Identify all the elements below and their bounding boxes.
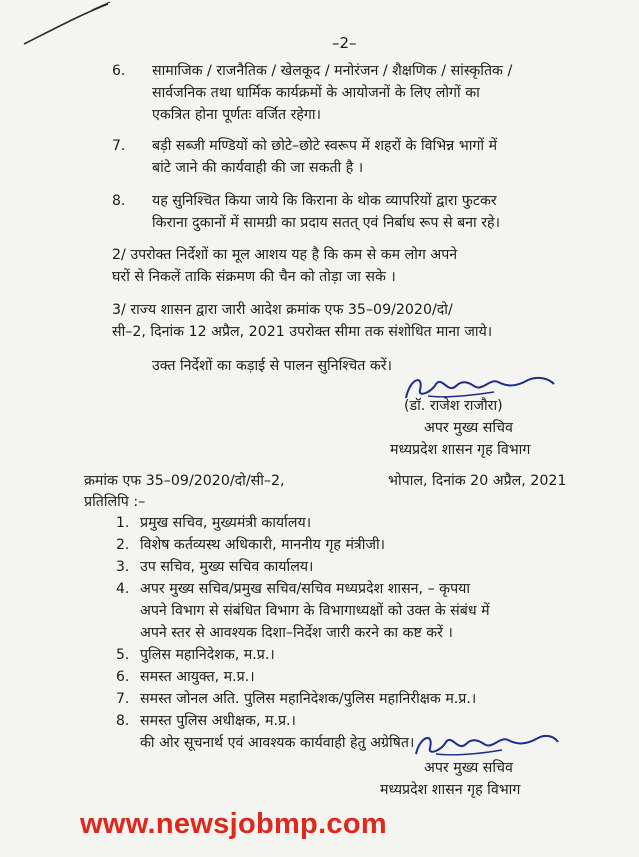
copy-line: समस्त जोनल अति. पुलिस महानिदेशक/पुलिस महानिरीक्षक म.प्र.। [140,691,477,707]
signature-2 [410,724,560,762]
item-number: 8. [112,193,126,209]
copy-number: 8. [116,713,130,729]
page-number: –2– [332,34,357,52]
paragraph-line: 3/ राज्य शासन द्वारा जारी आदेश क्रमांक एफ 35–09/2020/दो/ [112,302,453,318]
copy-line: समस्त आयुक्त, म.प्र.। [140,669,255,685]
copy-closing: की ओर सूचनार्थ एवं आवश्यक कार्यवाही हेतु अग्रेषित। [140,735,415,751]
copy-line: समस्त पुलिस अधीक्षक, म.प्र.। [140,713,296,729]
signatory-name: (डॉ. राजेश राजौरा) [404,398,503,414]
copy-number: 4. [116,581,130,597]
item-line: सार्वजनिक तथा धार्मिक कार्यक्रमों के आयोजनों के लिए लोगों का [152,85,480,101]
compliance-line: उक्त निर्देशों का कड़ाई से पालन सुनिश्चित करें। [152,358,392,374]
paragraph-line: सी–2, दिनांक 12 अप्रैल, 2021 उपरोक्त सीमा तक संशोधित माना जाये। [112,324,493,340]
item-line: बांटे जाने की कार्यवाही की जा सकती है । [152,160,364,176]
signatory-designation: अपर मुख्य सचिव [424,420,513,436]
copy-line: प्रमुख सचिव, मुख्यमंत्री कार्यालय। [140,515,312,531]
copy-line: विशेष कर्तव्यस्थ अधिकारी, माननीय गृह मंत्रीजी। [140,537,386,553]
copy-number: 2. [116,537,130,553]
item-number: 6. [112,63,126,79]
signatory2-department: मध्यप्रदेश शासन गृह विभाग [380,782,521,798]
signatory2-designation: अपर मुख्य सचिव [424,760,513,776]
signatory-department: मध्यप्रदेश शासन गृह विभाग [390,442,531,458]
item-line: किराना दुकानों में सामग्री का प्रदाय सतत् एवं निर्बाध रूप से बना रहे। [152,215,500,231]
copy-number: 3. [116,559,130,575]
copy-number: 1. [116,515,130,531]
copy-line: उप सचिव, मुख्य सचिव कार्यालय। [140,559,314,575]
paragraph-line: घरों से निकलें ताकि संक्रमण की चैन को तोड़ा जा सके । [112,269,396,285]
copy-number: 7. [116,691,130,707]
item-line: बड़ी सब्जी मण्डियों को छोटे–छोटे स्वरूप में शहरों के विभिन्न भागों में [152,138,498,154]
order-place-date: भोपाल, दिनांक 20 अप्रैल, 2021 [388,473,567,489]
order-reference: क्रमांक एफ 35–09/2020/दो/सी–2, [84,473,285,489]
copy-line: अपने विभाग से संबंधित विभाग के विभागाध्यक्षों को उक्त के संबंध में [140,603,490,619]
item-number: 7. [112,138,126,154]
copy-heading: प्रतिलिपि :– [84,494,146,510]
copy-line: अपर मुख्य सचिव/प्रमुख सचिव/सचिव मध्यप्रदेश शासन, – कृपया [140,581,471,597]
copy-line: पुलिस महानिदेशक, म.प्र.। [140,647,275,663]
website-watermark: www.newsjobmp.com [80,808,387,840]
corner-pen-mark [22,0,112,48]
item-line: सामाजिक / राजनैतिक / खेलकूद / मनोरंजन / शैक्षणिक / सांस्कृतिक / [152,63,513,79]
copy-number: 6. [116,669,130,685]
paragraph-line: 2/ उपरोक्त निर्देशों का मूल आशय यह है कि कम से कम लोग अपने [112,247,458,263]
copy-number: 5. [116,647,130,663]
item-line: एकत्रित होना पूर्णतः वर्जित रहेगा। [152,107,321,123]
copy-line: अपने स्तर से आवश्यक दिशा–निर्देश जारी करने का कष्ट करें । [140,625,453,641]
item-line: यह सुनिश्चित किया जाये कि किराना के थोक व्यापरियों द्वारा फुटकर [152,193,497,209]
